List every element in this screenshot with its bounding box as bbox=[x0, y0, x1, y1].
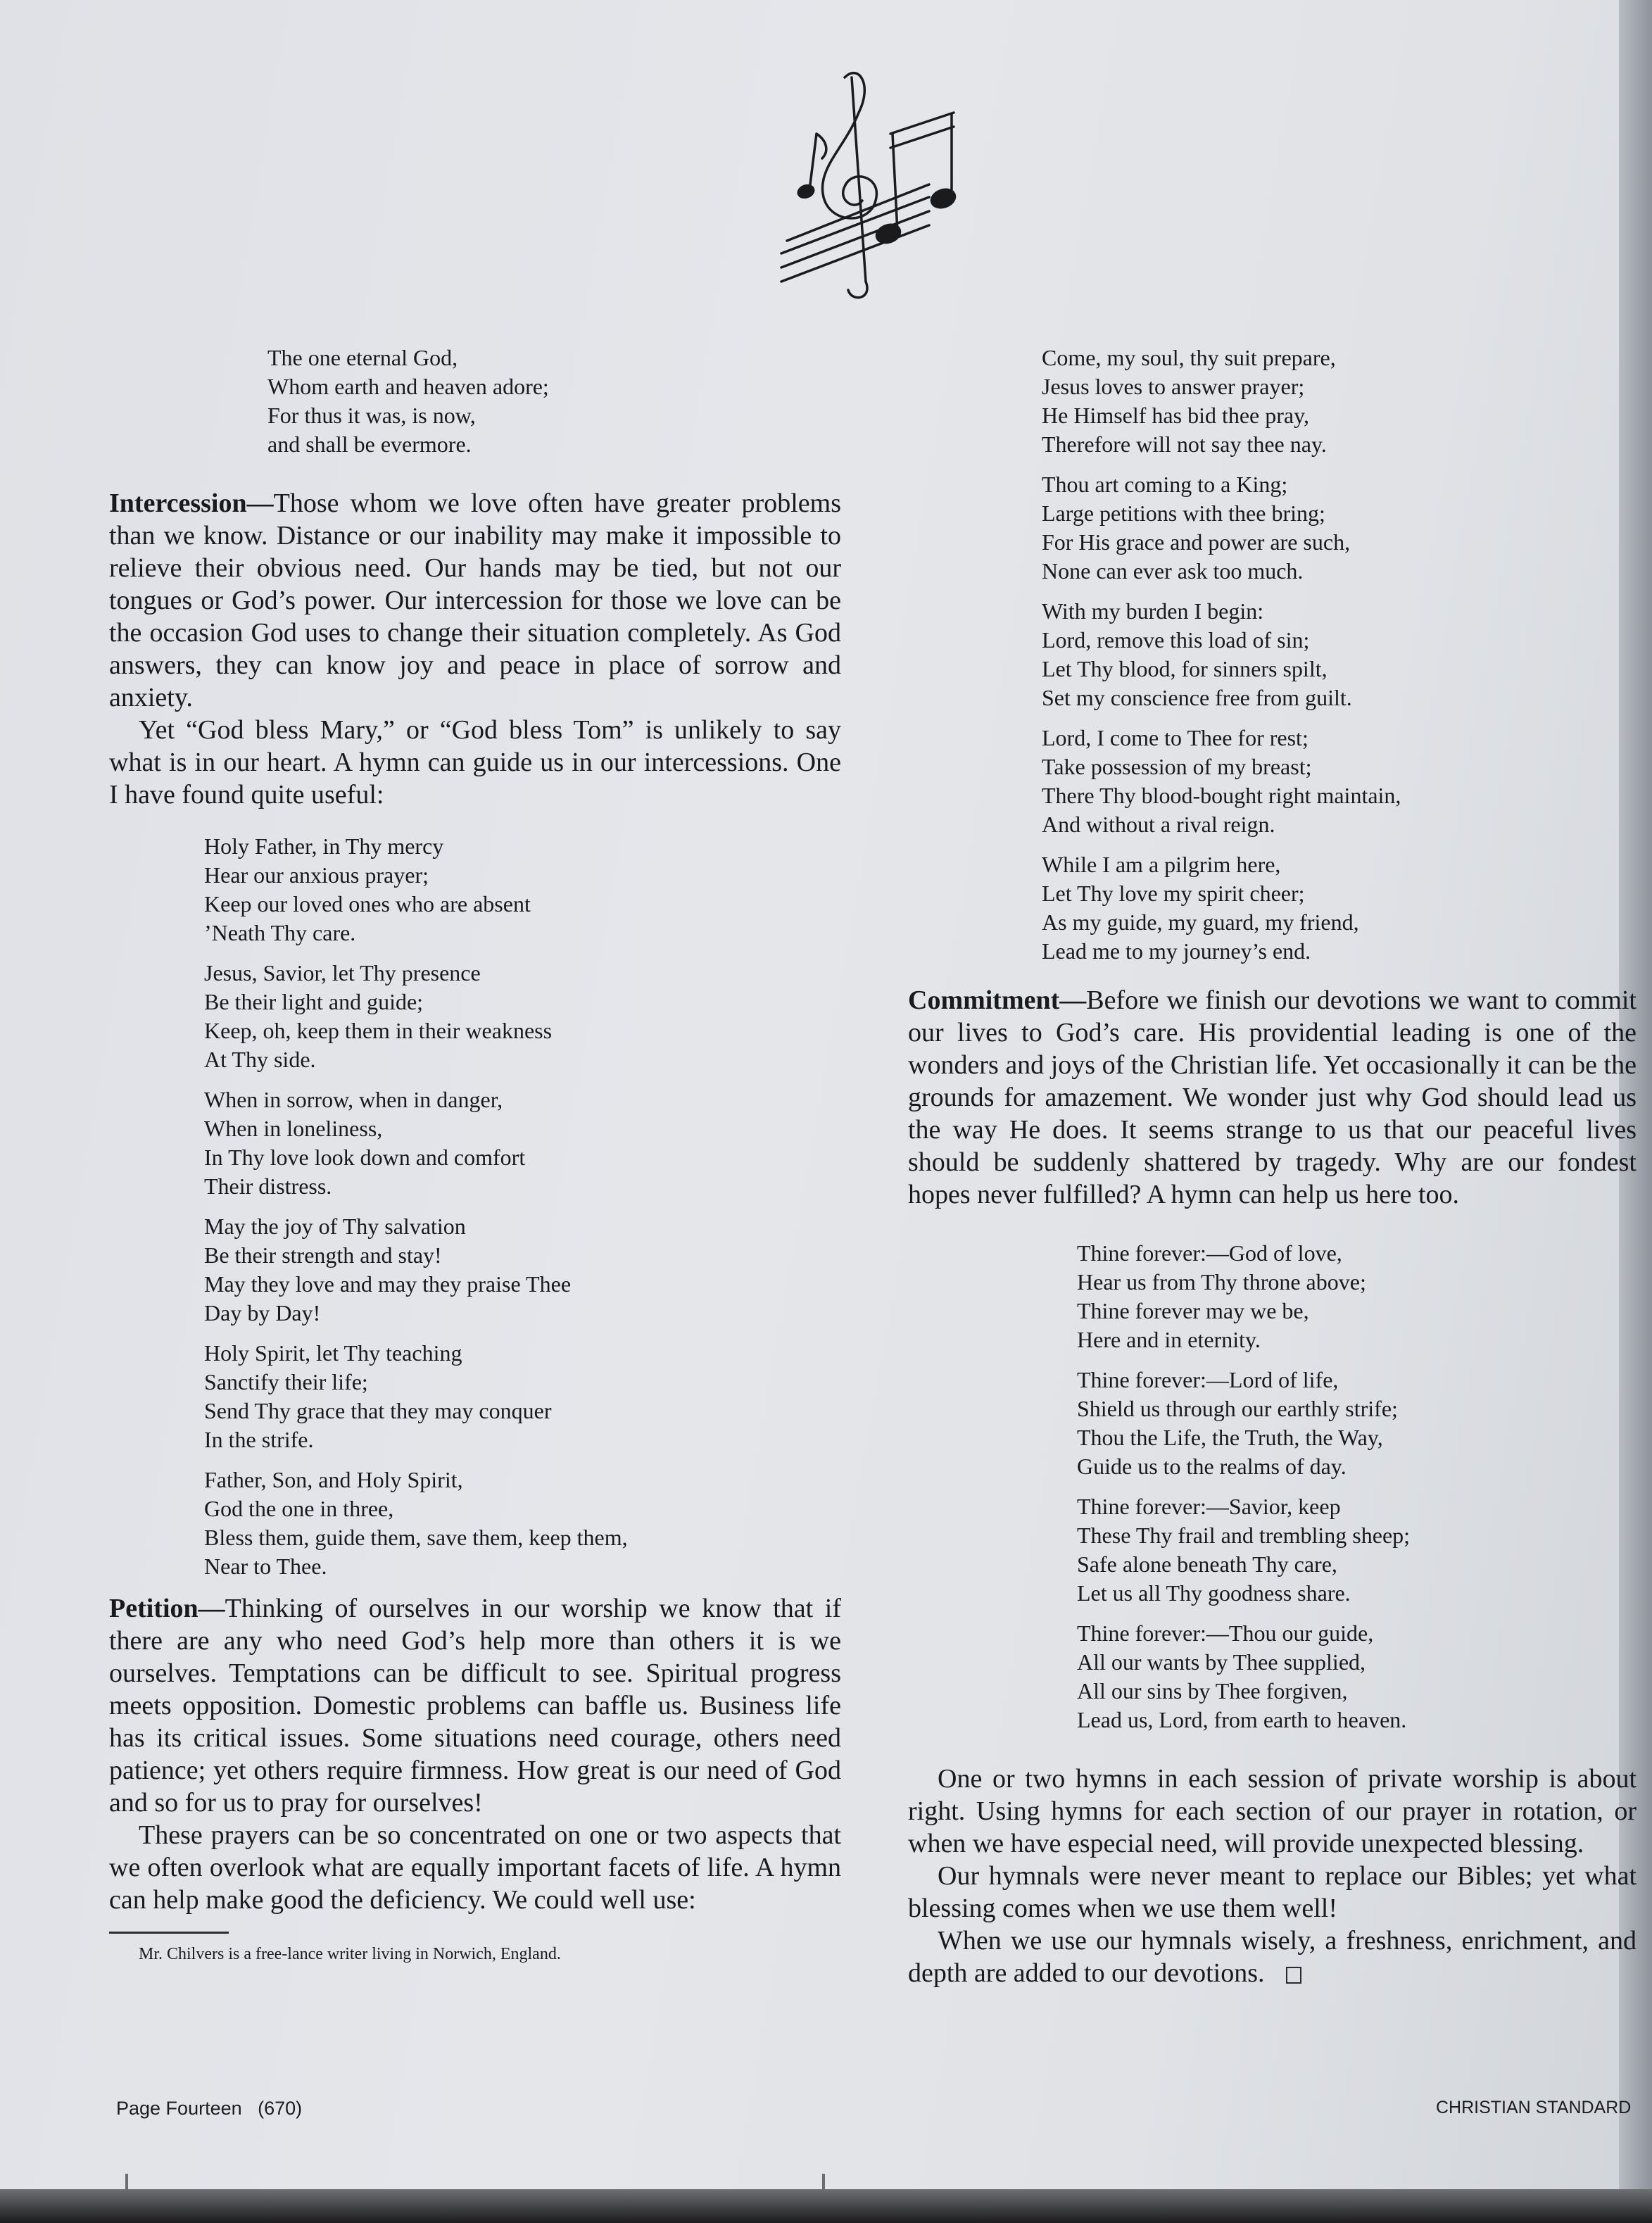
intercession-paragraph-2: Yet “God bless Mary,” or “God bless Tom” is unlikely to say what is in our heart. A hymn can guide us in our intercessions. One I have found quite useful: bbox=[109, 715, 841, 810]
verse-line: Lord, I come to Thee for rest; bbox=[1042, 725, 1309, 750]
verse-line: Sanctify their life; bbox=[204, 1369, 368, 1394]
verse-line: Bless them, guide them, save them, keep them, bbox=[204, 1525, 628, 1550]
verse-line: He Himself has bid thee pray, bbox=[1042, 403, 1310, 428]
verse-line: Be their strength and stay! bbox=[204, 1242, 442, 1268]
verse-line: In the strife. bbox=[204, 1427, 314, 1452]
author-footnote: Mr. Chilvers is a free-lance writer living in Norwich, England. bbox=[139, 1945, 561, 1963]
closing-paragraph-3-text: When we use our hymnals wisely, a freshness, enrichment, and depth are added to our devotions. bbox=[908, 1926, 1637, 1988]
verse-line: Let us all Thy goodness share. bbox=[1077, 1580, 1351, 1606]
verse-line: Thou the Life, the Truth, the Way, bbox=[1077, 1425, 1383, 1450]
scan-bottom-strip bbox=[0, 2189, 1652, 2223]
verse-line: The one eternal God, bbox=[267, 345, 458, 370]
hymn-stanza bbox=[1077, 1366, 1637, 1481]
verse-line: Let Thy blood, for sinners spilt, bbox=[1042, 656, 1328, 681]
verse-line: While I am a pilgrim here, bbox=[1042, 852, 1281, 877]
hymn-intercession bbox=[204, 832, 841, 1581]
verse-line: Day by Day! bbox=[204, 1300, 321, 1325]
verse-line: Keep our loved ones who are absent bbox=[204, 891, 531, 917]
publication-name: CHRISTIAN STANDARD bbox=[1436, 2098, 1632, 2117]
section-heading-petition: Petition— bbox=[109, 1594, 225, 1623]
hymn-stanza bbox=[1077, 1619, 1637, 1734]
hymn-stanza bbox=[1042, 724, 1637, 839]
verse-line: At Thy side. bbox=[204, 1047, 316, 1072]
intercession-paragraph bbox=[109, 487, 841, 714]
verse-line: Holy Spirit, let Thy teaching bbox=[204, 1340, 462, 1366]
verse-line: ’Neath Thy care. bbox=[204, 920, 356, 945]
verse-line: In Thy love look down and comfort bbox=[204, 1145, 526, 1170]
hymn-stanza bbox=[204, 832, 841, 947]
verse-line: There Thy blood-bought right maintain, bbox=[1042, 783, 1401, 808]
end-of-article-icon bbox=[1286, 1967, 1301, 1984]
petition-paragraph-2: These prayers can be so concentrated on one or two aspects that we often overlook what are equally important facets of life. A hymn can help make good the deficiency. We could well use: bbox=[109, 1820, 841, 1915]
footnote-divider bbox=[109, 1932, 229, 1934]
hymn-stanza bbox=[1042, 344, 1637, 459]
verse-line: Send Thy grace that they may conquer bbox=[204, 1398, 552, 1423]
section-heading-commitment: Commitment— bbox=[908, 985, 1087, 1015]
verse-line: When in loneliness, bbox=[204, 1116, 383, 1141]
verse-line: Hear our anxious prayer; bbox=[204, 862, 429, 888]
verse-line: Whom earth and heaven adore; bbox=[267, 374, 549, 399]
petition-text: Thinking of ourselves in our worship we know that if there are any who need God’s help more than others it is we ourselves. Temptations can be difficult to see. Spiritual progress meets opposition. Domestic problems can baffle us. Business life has its critical issues. Some situations need courage, others need patience; yet others require firmness. How great is our need of God and so for us to pray for ourselves! bbox=[109, 1594, 841, 1818]
verse-line: Holy Father, in Thy mercy bbox=[204, 833, 444, 859]
verse-line: As my guide, my guard, my friend, bbox=[1042, 909, 1359, 935]
verse-line: Keep, oh, keep them in their weakness bbox=[204, 1018, 553, 1043]
verse-line: Shield us through our earthly strife; bbox=[1077, 1396, 1398, 1421]
closing-paragraph-3 bbox=[908, 1925, 1637, 1989]
verse-line: Their distress. bbox=[204, 1173, 332, 1199]
hymn-petition bbox=[1042, 344, 1637, 966]
verse-line: Thou art coming to a King; bbox=[1042, 472, 1288, 497]
hymn-commitment bbox=[1077, 1239, 1637, 1734]
intercession-text: Those whom we love often have greater problems than we know. Distance or our inability may make it impossible to relieve their obvious need. Our hands may be tied, but not our tongues or God’s power. Our intercession for those we love can be the occasion God uses to change their situation completely. As God answers, they can know joy and peace in place of sorrow and anxiety. bbox=[109, 489, 841, 712]
verse-line: Safe alone beneath Thy care, bbox=[1077, 1551, 1337, 1577]
verse-line: For thus it was, is now, bbox=[267, 403, 476, 428]
right-column bbox=[908, 344, 1637, 1989]
hymn-stanza bbox=[204, 1085, 841, 1201]
closing-paragraph-2: Our hymnals were never meant to replace our Bibles; yet what blessing comes when we use them well! bbox=[908, 1861, 1637, 1923]
hymn-stanza bbox=[1042, 470, 1637, 586]
verse-line: Guide us to the realms of day. bbox=[1077, 1454, 1347, 1479]
verse-line: Father, Son, and Holy Spirit, bbox=[204, 1467, 463, 1492]
verse-line: Lord, remove this load of sin; bbox=[1042, 627, 1310, 653]
verse-line: All our wants by Thee supplied, bbox=[1077, 1649, 1366, 1675]
commitment-text: Before we finish our devotions we want to commit our lives to God’s care. His providential leading is one of the wonders and joys of the Christian life. Yet occasionally it can be the grounds for amazement. We wonder just why God should lead us the way He does. It seems strange to us that our peaceful lives should be suddenly shattered by tragedy. Why are our fondest hopes never fulfilled? A hymn can help us here too. bbox=[908, 985, 1637, 1209]
hymn-stanza bbox=[1042, 850, 1637, 966]
verse-line: And without a rival reign. bbox=[1042, 812, 1275, 837]
hymn-stanza bbox=[204, 1466, 841, 1581]
verse-line: God the one in three, bbox=[204, 1496, 394, 1521]
verse-line: Come, my soul, thy suit prepare, bbox=[1042, 345, 1336, 370]
verse-line: Lead us, Lord, from earth to heaven. bbox=[1077, 1707, 1407, 1732]
verse-line: Be their light and guide; bbox=[204, 989, 424, 1014]
scan-artifact bbox=[822, 2174, 825, 2189]
verse-line: These Thy frail and trembling sheep; bbox=[1077, 1523, 1411, 1548]
verse-line: Large petitions with thee bring; bbox=[1042, 500, 1325, 526]
verse-line: Therefore will not say thee nay. bbox=[1042, 432, 1327, 457]
verse-line: With my burden I begin: bbox=[1042, 598, 1264, 624]
hymn-stanza bbox=[1077, 1239, 1637, 1354]
verse-line: Let Thy love my spirit cheer; bbox=[1042, 881, 1305, 906]
intro-verse bbox=[267, 344, 841, 459]
verse-line: May the joy of Thy salvation bbox=[204, 1214, 466, 1239]
verse-line: Thine forever may we be, bbox=[1077, 1298, 1309, 1323]
verse-line: Jesus loves to answer prayer; bbox=[1042, 374, 1305, 399]
verse-line: Near to Thee. bbox=[204, 1554, 327, 1579]
hymn-stanza bbox=[204, 1212, 841, 1328]
hymn-stanza bbox=[204, 959, 841, 1074]
verse-line: Set my conscience free from guilt. bbox=[1042, 685, 1352, 710]
verse-line: Hear us from Thy throne above; bbox=[1077, 1269, 1366, 1295]
verse-line: Take possession of my breast; bbox=[1042, 754, 1312, 779]
verse-line: For His grace and power are such, bbox=[1042, 529, 1351, 555]
music-notes-icon bbox=[767, 56, 971, 310]
hymn-stanza bbox=[204, 1339, 841, 1454]
verse-line: Thine forever:—Lord of life, bbox=[1077, 1367, 1339, 1392]
verse-line: Here and in eternity. bbox=[1077, 1327, 1261, 1352]
section-heading-intercession: Intercession— bbox=[109, 489, 274, 518]
verse-line: All our sins by Thee forgiven, bbox=[1077, 1678, 1348, 1704]
left-column bbox=[109, 344, 841, 1965]
verse-line: Thine forever:—Thou our guide, bbox=[1077, 1620, 1374, 1646]
verse-line: None can ever ask too much. bbox=[1042, 558, 1304, 584]
verse-line: Lead me to my journey’s end. bbox=[1042, 938, 1311, 964]
closing-paragraph-1: One or two hymns in each session of private worship is about right. Using hymns for each section of our prayer in rotation, or when we have especial need, will provide unexpected blessing. bbox=[908, 1764, 1637, 1858]
page-number-label: Page Fourteen (670) bbox=[116, 2098, 303, 2119]
verse-line: When in sorrow, when in danger, bbox=[204, 1087, 503, 1112]
commitment-paragraph bbox=[908, 984, 1637, 1211]
verse-line: Jesus, Savior, let Thy presence bbox=[204, 960, 481, 985]
scan-artifact bbox=[125, 2174, 128, 2189]
verse-line: Thine forever:—Savior, keep bbox=[1077, 1494, 1341, 1519]
verse-line: May they love and may they praise Thee bbox=[204, 1271, 572, 1297]
petition-paragraph bbox=[109, 1592, 841, 1819]
hymn-stanza bbox=[1042, 597, 1637, 712]
hymn-stanza bbox=[1077, 1492, 1637, 1608]
verse-line: and shall be evermore. bbox=[267, 432, 472, 457]
verse-line: Thine forever:—God of love, bbox=[1077, 1240, 1342, 1266]
